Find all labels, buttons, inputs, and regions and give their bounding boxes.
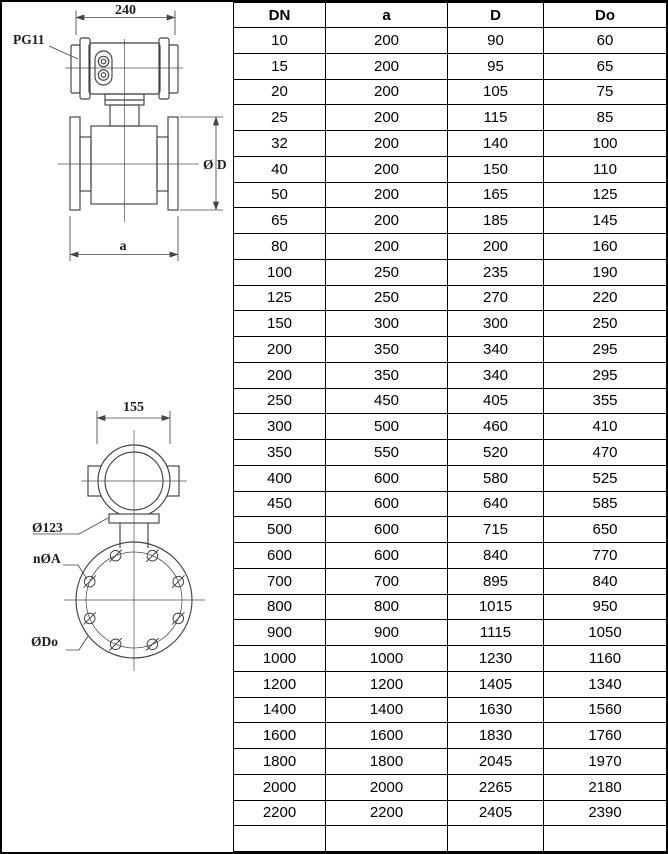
table-cell: 220 (544, 285, 667, 311)
table-row (234, 131, 667, 157)
table-cell: 80 (234, 234, 326, 260)
phi-123-label: Ø123 (32, 520, 63, 535)
table-cell: 105 (448, 79, 544, 105)
table-row (234, 414, 667, 440)
table-cell: 2000 (234, 774, 326, 800)
table-cell: 2405 (448, 800, 544, 826)
dim-240-label: 240 (115, 3, 136, 18)
table-row (234, 182, 667, 208)
front-view (31, 400, 205, 671)
table-cell: 1200 (326, 671, 448, 697)
table-cell: 1115 (448, 620, 544, 646)
table-cell: 95 (448, 53, 544, 79)
table-cell: 2045 (448, 749, 544, 775)
table-cell: 800 (326, 594, 448, 620)
table-cell: 10 (234, 28, 326, 54)
table-cell: 450 (234, 491, 326, 517)
table-cell: 200 (326, 79, 448, 105)
table-cell: 2265 (448, 774, 544, 800)
side-view-outline (70, 38, 178, 210)
a-label: a (119, 239, 127, 254)
table-cell: 405 (448, 388, 544, 414)
table-cell: 1050 (544, 620, 667, 646)
table-cell: 100 (544, 131, 667, 157)
table-cell: 1400 (234, 697, 326, 723)
dimension-table (233, 2, 667, 852)
table-cell: 300 (234, 414, 326, 440)
table-cell: 895 (448, 568, 544, 594)
table-cell: 160 (544, 234, 667, 260)
table-cell: 300 (326, 311, 448, 337)
table-cell: 800 (234, 594, 326, 620)
table-cell: 200 (326, 131, 448, 157)
col-header-do: Do (544, 3, 667, 28)
table-cell (234, 826, 326, 852)
table-row (234, 723, 667, 749)
table-cell: 470 (544, 440, 667, 466)
col-header-d: D (448, 3, 544, 28)
table-cell: 140 (448, 131, 544, 157)
table-cell: 1600 (326, 723, 448, 749)
table-cell: 1160 (544, 646, 667, 672)
table-cell: 700 (326, 568, 448, 594)
table-cell: 460 (448, 414, 544, 440)
table-cell: 640 (448, 491, 544, 517)
table-cell: 520 (448, 440, 544, 466)
table-cell: 700 (234, 568, 326, 594)
table-cell: 20 (234, 79, 326, 105)
table-cell: 2390 (544, 800, 667, 826)
table-cell: 600 (326, 543, 448, 569)
header-row (234, 3, 667, 28)
side-view-dimensions (49, 11, 223, 262)
table-row (234, 774, 667, 800)
table-cell: 450 (326, 388, 448, 414)
table-row (234, 53, 667, 79)
table-cell: 200 (326, 53, 448, 79)
table-cell (448, 826, 544, 852)
table-cell: 1340 (544, 671, 667, 697)
table-cell: 340 (448, 337, 544, 363)
table-cell: 410 (544, 414, 667, 440)
table-cell: 900 (326, 620, 448, 646)
phi-do-label: ØDo (31, 634, 58, 649)
table-cell: 950 (544, 594, 667, 620)
table-cell: 200 (448, 234, 544, 260)
table-cell: 150 (234, 311, 326, 337)
table-cell: 300 (448, 311, 544, 337)
table-cell: 1800 (234, 749, 326, 775)
table-cell: 190 (544, 259, 667, 285)
table-cell: 580 (448, 465, 544, 491)
table-cell: 585 (544, 491, 667, 517)
table-cell (544, 826, 667, 852)
table-cell: 200 (326, 105, 448, 131)
table-cell: 15 (234, 53, 326, 79)
table-row (234, 568, 667, 594)
table-cell: 770 (544, 543, 667, 569)
table-row (234, 646, 667, 672)
table-cell: 1000 (234, 646, 326, 672)
table-cell: 600 (234, 543, 326, 569)
table-cell: 90 (448, 28, 544, 54)
table-cell: 525 (544, 465, 667, 491)
table-body (234, 28, 667, 852)
table-row (234, 156, 667, 182)
table-row (234, 285, 667, 311)
table-cell: 600 (326, 517, 448, 543)
right-flange (168, 117, 178, 210)
table-row (234, 620, 667, 646)
side-view (13, 3, 227, 261)
table-cell: 100 (234, 259, 326, 285)
table-cell: 185 (448, 208, 544, 234)
dim-155-label: 155 (123, 400, 144, 415)
table-cell: 1800 (326, 749, 448, 775)
table-cell: 840 (448, 543, 544, 569)
table-cell: 235 (448, 259, 544, 285)
n-phi-a-label: nØA (33, 551, 61, 566)
table-row (234, 234, 667, 260)
table-cell: 25 (234, 105, 326, 131)
table-cell: 85 (544, 105, 667, 131)
table-cell: 500 (326, 414, 448, 440)
table-cell: 355 (544, 388, 667, 414)
table-row (234, 671, 667, 697)
table-cell: 600 (326, 491, 448, 517)
table-row (234, 208, 667, 234)
table-cell: 295 (544, 362, 667, 388)
table-cell: 250 (234, 388, 326, 414)
table-cell: 550 (326, 440, 448, 466)
table-cell: 400 (234, 465, 326, 491)
table-cell: 125 (234, 285, 326, 311)
dimension-drawing (2, 2, 235, 854)
table-cell (326, 826, 448, 852)
table-cell: 200 (234, 362, 326, 388)
table-cell: 50 (234, 182, 326, 208)
table-cell: 650 (544, 517, 667, 543)
table-cell: 350 (326, 362, 448, 388)
table-cell: 340 (448, 362, 544, 388)
table-cell: 145 (544, 208, 667, 234)
table-cell: 250 (326, 259, 448, 285)
table-row (234, 362, 667, 388)
table-cell: 250 (544, 311, 667, 337)
table-cell: 1000 (326, 646, 448, 672)
table-cell: 715 (448, 517, 544, 543)
table-row (234, 337, 667, 363)
table-cell: 200 (326, 28, 448, 54)
pg11-label: PG11 (13, 32, 45, 47)
table-cell: 150 (448, 156, 544, 182)
table-cell: 200 (326, 156, 448, 182)
col-header-dn: DN (234, 3, 326, 28)
col-header-a: a (326, 3, 448, 28)
table-cell: 270 (448, 285, 544, 311)
table-row (234, 826, 667, 852)
table-cell: 60 (544, 28, 667, 54)
table-cell: 1015 (448, 594, 544, 620)
table-row (234, 259, 667, 285)
table-cell: 200 (234, 337, 326, 363)
table-cell: 75 (544, 79, 667, 105)
table-cell: 840 (544, 568, 667, 594)
table-cell: 2200 (326, 800, 448, 826)
table-row (234, 105, 667, 131)
table-cell: 200 (326, 234, 448, 260)
left-flange (70, 117, 80, 210)
table-row (234, 749, 667, 775)
table-cell: 110 (544, 156, 667, 182)
table-cell: 295 (544, 337, 667, 363)
table-cell: 200 (326, 182, 448, 208)
table-cell: 125 (544, 182, 667, 208)
meter-body (91, 126, 157, 204)
table-cell: 1600 (234, 723, 326, 749)
table-cell: 2200 (234, 800, 326, 826)
table-row (234, 388, 667, 414)
table-cell: 1560 (544, 697, 667, 723)
table-row (234, 79, 667, 105)
table-cell: 2000 (326, 774, 448, 800)
table-row (234, 28, 667, 54)
table-cell: 350 (234, 440, 326, 466)
table-cell: 500 (234, 517, 326, 543)
table-cell: 2180 (544, 774, 667, 800)
table-cell: 1970 (544, 749, 667, 775)
table-cell: 900 (234, 620, 326, 646)
table-cell: 115 (448, 105, 544, 131)
table-cell: 1230 (448, 646, 544, 672)
table-cell: 350 (326, 337, 448, 363)
table-cell: 40 (234, 156, 326, 182)
table-row (234, 800, 667, 826)
table-cell: 32 (234, 131, 326, 157)
table-row (234, 594, 667, 620)
table-cell: 250 (326, 285, 448, 311)
table-cell: 65 (234, 208, 326, 234)
table-cell: 600 (326, 465, 448, 491)
table-row (234, 543, 667, 569)
table-cell: 165 (448, 182, 544, 208)
table-cell: 1760 (544, 723, 667, 749)
table-cell: 1200 (234, 671, 326, 697)
table-cell: 1400 (326, 697, 448, 723)
table-row (234, 311, 667, 337)
table-row (234, 697, 667, 723)
table-cell: 1405 (448, 671, 544, 697)
phi-d-label: Ø D (203, 157, 227, 172)
table-cell: 1830 (448, 723, 544, 749)
table-row (234, 440, 667, 466)
table-row (234, 517, 667, 543)
table-row (234, 465, 667, 491)
table-cell: 200 (326, 208, 448, 234)
table-row (234, 491, 667, 517)
table-cell: 1630 (448, 697, 544, 723)
table-cell: 65 (544, 53, 667, 79)
